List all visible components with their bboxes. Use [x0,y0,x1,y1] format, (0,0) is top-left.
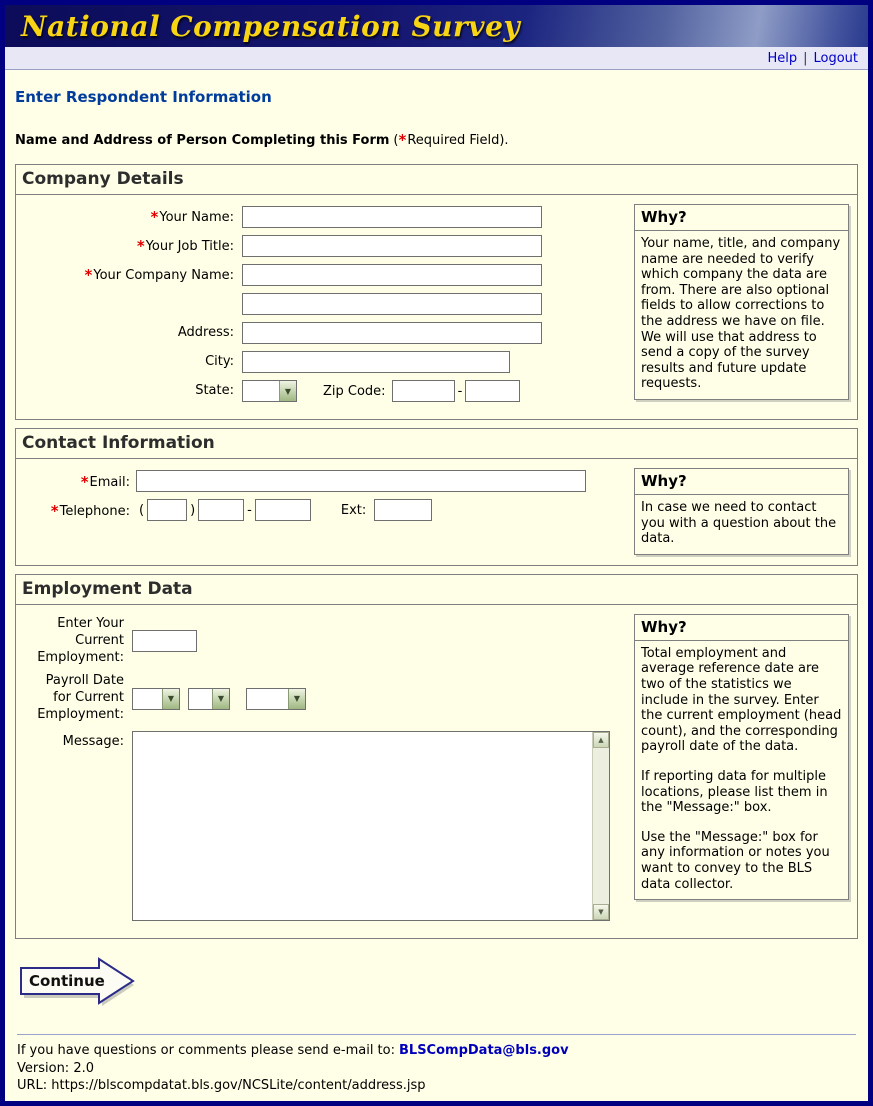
payroll-date-label: Payroll Date for Current Employment: [37,673,124,723]
chevron-down-icon: ▼ [212,689,229,709]
your-name-label: *Your Name: [150,208,234,227]
phone-area-input[interactable] [147,499,187,521]
section-title-employment: Employment Data [16,575,857,605]
phone-prefix-input[interactable] [198,499,244,521]
payroll-month-select[interactable] [132,688,180,710]
state-select[interactable] [242,380,297,402]
app-title: National Compensation Survey [21,9,521,43]
message-textarea[interactable] [132,731,610,921]
telephone-label: *Telephone: [50,502,130,520]
form-row [24,380,626,402]
current-employment-label: Enter Your Current Employment: [37,615,124,665]
address-input[interactable] [242,322,542,344]
footer-url: URL: https://blscompdatat.bls.gov/NCSLite/content/address.jsp [17,1078,426,1094]
message-input[interactable] [133,732,592,920]
payroll-year-select[interactable] [246,688,306,710]
required-asterisk: * [80,473,89,491]
footer-email-link[interactable]: BLSCompData@bls.gov [399,1043,569,1059]
your-job-title-label: *Your Job Title: [136,237,234,256]
intro-text [15,130,858,148]
form-row [24,351,626,373]
form-row [24,731,626,921]
nav-bar [5,47,868,70]
company-name-line2-input[interactable] [242,293,542,315]
phone-ext-input[interactable] [374,499,432,521]
page-title: Enter Respondent Information [15,88,272,106]
form-row [24,235,626,257]
footer-contact-text: If you have questions or comments please send e-mail to: [17,1043,395,1059]
zip-code-label: Zip Code: [323,383,386,399]
phone-open-paren: ( [139,502,145,518]
contact-form [24,468,626,555]
form-row [24,673,626,724]
email-label: *Email: [80,473,130,491]
why-box-company [634,204,849,400]
help-link[interactable]: Help [767,50,798,66]
your-job-title-input[interactable] [242,235,542,257]
section-title-company: Company Details [16,165,857,195]
main-content [5,70,868,1101]
payroll-year-value [247,689,288,709]
continue-button[interactable] [17,955,141,1013]
city-label: City: [205,353,234,369]
contact-section-body [16,459,857,565]
scroll-down-icon[interactable]: ▼ [593,904,609,920]
ext-label: Ext: [340,502,367,518]
footer-divider [17,1034,856,1035]
phone-close-paren: ) [190,502,196,518]
zip-input[interactable] [392,380,455,402]
why-box-employment [634,614,849,900]
logout-link[interactable]: Logout [813,50,858,66]
form-row [24,293,626,315]
payroll-day-select[interactable] [188,688,230,710]
why-paragraph: Total employment and average reference date are two of the statistics we include in the survey. Enter the current employment (head count), and the corresponding payroll date of the data. [641,645,842,755]
why-text: In case we need to contact you with a question about the data. [641,500,837,547]
form-row [24,322,626,344]
form-row [24,264,626,286]
state-label: State: [195,382,234,398]
required-asterisk: * [398,131,407,149]
phone-dash: - [247,502,252,518]
why-text: Your name, title, and company name are needed to verify which company the data are from. There are also optional fields to allow corrections to the address we have on file. We will use that address to send a copy of the survey results and future update requests. [641,236,841,392]
email-input[interactable] [136,470,586,492]
phone-line-input[interactable] [255,499,311,521]
zip-plus4-input[interactable] [465,380,520,402]
employment-section-body [16,605,857,938]
form-row [24,499,626,521]
message-scrollbar[interactable] [592,732,609,920]
chevron-down-icon: ▼ [279,381,296,401]
required-asterisk: * [50,502,59,520]
scroll-up-icon[interactable]: ▲ [593,732,609,748]
why-title: Why? [635,205,848,231]
form-row [24,616,626,667]
company-form [24,204,626,409]
required-asterisk: * [150,208,159,227]
company-name-input[interactable] [242,264,542,286]
required-asterisk: * [136,237,145,256]
address-label: Address: [177,324,234,340]
payroll-day-value [189,689,212,709]
your-name-input[interactable] [242,206,542,228]
why-paragraph: If reporting data for multiple locations, please list them in the "Message:" box. [641,768,828,816]
message-label: Message: [62,734,124,750]
required-asterisk: * [84,266,93,285]
footer [15,1034,858,1101]
section-title-contact: Contact Information [16,429,857,459]
state-select-value [243,381,279,401]
employment-form [24,614,626,928]
payroll-month-value [133,689,162,709]
chevron-down-icon: ▼ [162,689,179,709]
chevron-down-icon: ▼ [288,689,305,709]
current-employment-input[interactable] [132,630,197,652]
contact-information-section [15,428,858,566]
intro-open-paren: ( [393,133,399,148]
banner [5,5,868,47]
intro-rest: Required Field). [407,133,509,148]
nav-separator: | [803,50,808,66]
employment-data-section [15,574,858,939]
footer-contact-line [17,1042,856,1060]
form-row [24,206,626,228]
company-details-section [15,164,858,420]
footer-version: Version: 2.0 [17,1060,94,1076]
your-company-name-label: *Your Company Name: [84,266,234,285]
why-paragraph: Use the "Message:" box for any information or notes you want to convey to the BLS data collector. [641,829,830,892]
why-box-contact [634,468,849,555]
zip-dash: - [457,383,463,399]
company-section-body [16,195,857,419]
why-title: Why? [635,615,848,641]
city-input[interactable] [242,351,510,373]
why-title: Why? [635,469,848,495]
continue-label: Continue [29,972,105,991]
intro-bold: Name and Address of Person Completing this Form [15,133,390,148]
why-text [635,641,848,899]
continue-arrow-icon [17,955,141,1009]
form-row [24,470,626,492]
